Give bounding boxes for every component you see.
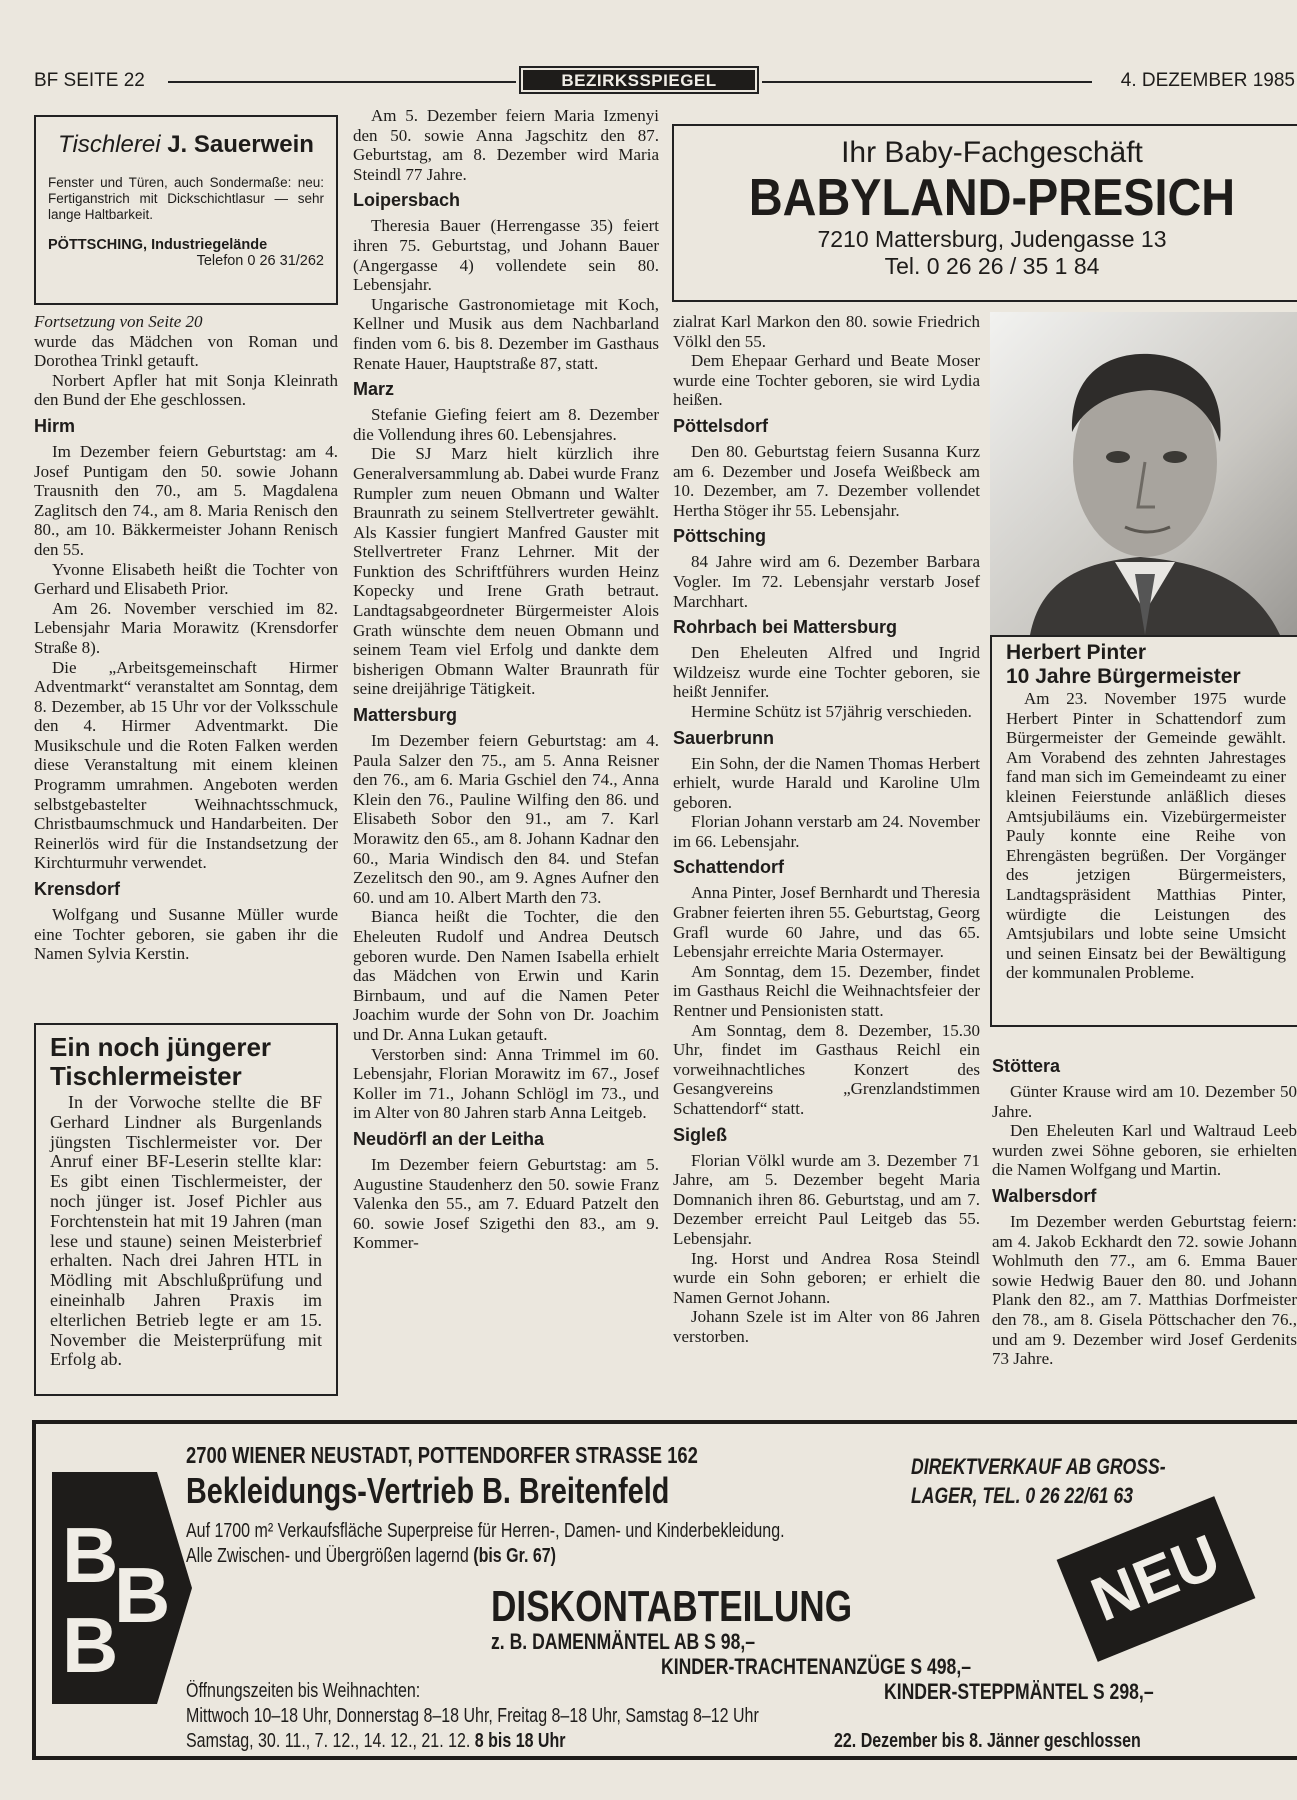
section-heading: Pöttelsdorf [673, 415, 769, 436]
paragraph: Yvonne Elisabeth heißt die Tochter von Gerhard und Elisabeth Prior. [34, 559, 338, 599]
ad-hours-title: Öffnungszeiten bis Weihnachten: [186, 1680, 421, 1702]
neu-badge: NEU [1057, 1496, 1256, 1662]
ad-hours-1: Mittwoch 10–18 Uhr, Donnerstag 8–18 Uhr, Freitag 8–18 Uhr, Samstag 8–12 Uhr [186, 1705, 759, 1727]
issue-date: 4. DEZEMBER 1985 [1120, 70, 1295, 91]
paragraph: Hermine Schütz ist 57jährig verschieden. [691, 701, 972, 721]
section-heading: Neudörfl an der Leitha [353, 1128, 545, 1149]
paragraph: Ungarische Gastronomietage mit Koch, Kellner und Musik aus dem Nachbarland finden vom 6. bis 8. Dezember im Gasthaus Renate Hauer, Hauptstraße 87, statt. [353, 294, 659, 373]
paragraph: wurde das Mädchen von Roman und Dorothea Trinkl getauft. [34, 331, 338, 371]
section-title-box [519, 66, 759, 94]
article-headline-1: Herbert Pinter [1006, 641, 1147, 664]
paragraph: Am 26. November verschied im 82. Lebensjahr Maria Morawitz (Krensdorfer Straße 8). [34, 598, 338, 657]
paragraph: Ing. Horst und Andrea Rosa Steindl wurde ein Sohn geboren; er erhielt die Namen Gernot Johann. [673, 1248, 980, 1307]
ad-phone: Telefon 0 26 31/262 [196, 253, 324, 269]
column-2 [353, 106, 659, 1253]
ad-title-bold: J. Sauerwein [167, 131, 314, 158]
ad-company-name: Bekleidungs-Vertrieb B. Breitenfeld [186, 1470, 670, 1511]
svg-text:B: B [114, 1551, 171, 1639]
section-heading: Stöttera [992, 1056, 1061, 1076]
section-heading: Sigleß [673, 1124, 728, 1145]
column-4 [992, 1050, 1297, 1369]
section-title: BEZIRKSSPIEGEL [523, 70, 755, 90]
paragraph: Florian Völkl wurde am 3. Dezember 71 Jahre, am 5. Dezember begeht Maria Domnanich ihren 86. Geburtstag, und am 7. Dezember erreicht Paul Leitgeb das 55. Lebensjahr. [673, 1150, 980, 1248]
paragraph: Wolfgang und Susanne Müller wurde eine Tochter geboren, sie gaben ihr die Namen Sylvia Kerstin. [34, 905, 338, 964]
continuation-note: Fortsetzung von Seite 20 [34, 312, 203, 331]
ad-brand-name: BABYLAND-PRESICH [748, 169, 1236, 227]
article-tischlermeister [34, 1023, 338, 1396]
ad-offer-1: z. B. DAMENMÄNTEL AB S 98,– [491, 1629, 756, 1654]
svg-text:B: B [62, 1601, 119, 1689]
column-3 [673, 312, 980, 1347]
ad-title-italic: Tischlerei [58, 131, 161, 158]
paragraph: Im Dezember werden Geburtstag feiern: am 4. Jakob Eckhardt den 72. sowie Johann Wohlmuth den 77., am 6. Emma Bauer sowie Hedwig Bauer den 80. und Johann Plank den 82., am 7. Matthias Dorfmeister den 78., am 8. Gisela Pöttschacher den 76., und am 9. Dezember wird Josef Gerdenits 73 Jahre. [992, 1211, 1297, 1369]
paragraph: Die SJ Marz hielt kürzlich ihre Generalversammlung ab. Dabei wurde Franz Rumpler zum neuen Obmann und Walter Braunrath zu seinem Stellvertreter gewählt. Als Kassier fungiert Manfred Gauster mit Stellvertreter Franz Lehrner. Mit der Funktion des Schriftführers wurden Heinz Kopecky und Irene Grath betraut. Landtagsabgeordneter Bürgermeister Alois Grath wünschte dem neuen Obmann und seinem Team viel Erfolg und dankte dem bisherigen Obmann Walter Braunrath für seine dreijährige Tätigkeit. [353, 444, 659, 699]
section-heading: Hirm [34, 415, 76, 436]
ad-offer-3: KINDER-STEPPMÄNTEL S 298,– [884, 1679, 1154, 1704]
paragraph: Den Eheleuten Alfred und Ingrid Wildzeisz wurde eine Tochter geboren, sie heißt Jennifer. [673, 643, 980, 702]
article-headline: Ein noch jüngerer Tischlermeister [50, 1032, 272, 1091]
section-heading: Mattersburg [353, 705, 458, 726]
paragraph: Ein Sohn, der die Namen Thomas Herbert erhielt, wurde Harald und Karoline Ulm geboren. [673, 753, 980, 812]
ad-line-1: Auf 1700 m² Verkaufsfläche Superpreise für Herren-, Damen- und Kinderbekleidung. [186, 1520, 785, 1542]
portrait-image [990, 312, 1297, 635]
section-heading: Krensdorf [34, 879, 121, 900]
paragraph: Im Dezember feiern Geburtstag: am 4. Josef Puntigam den 50. sowie Johann Trausnith den 70., am 5. Magdalena Zaglitsch den 74., am 8. Maria Renisch den 80., am 10. Bäkkermeister Johann Renisch den 55. [34, 441, 338, 559]
svg-text:B: B [62, 1511, 119, 1599]
ad-description: Fenster und Türen, auch Sondermaße: neu: Fertiganstrich mit Dickschichtlasur — sehr lange Haltbarkeit. [48, 175, 324, 222]
section-heading: Sauerbrunn [673, 727, 775, 748]
header-rule-left [168, 81, 516, 83]
ad-offer-2: KINDER-TRACHTENANZÜGE S 498,– [661, 1654, 971, 1679]
paragraph: Im Dezember feiern Geburtstag: am 4. Paula Salzer den 75., am 5. Anna Reisner den 76., am 6. Maria Gschiel den 74., Anna Klein den 76., Pauline Wilfing den 86. und Elisabeth Sobor den 91., am 7. Karl Morawitz den 65., am 8. Johann Kadnar den 60., Maria Windisch den 84. und Stefan Zezelitsch den 90., am 9. Agnes Aufner den 60. und am 10. Albert Marth den 73. [353, 731, 659, 907]
article-body: Am 23. November 1975 wurde Herbert Pinter in Schattendorf zum Bürgermeister der Gemeinde gewählt. Am Vorabend des zehnten Jahrestages fand man sich im Gemeindeamt zu einer kleinen Feierstunde anläßlich dieses Amtsjubiläums ein. Vizebürgermeister Pauly konnte eine Reihe von Ehrengästen begrüßen. Der Vorgänger des jetzigen Bürgermeisters, Landtagspräsident Matthias Pinter, würdigte die Leistungen des Amtsjubilars und lobte seine Umsicht und seinen Einsatz bei der Bewältigung der kommunalen Probleme. [1006, 689, 1286, 983]
paragraph: Verstorben sind: Anna Trimmel im 60. Lebensjahr, Florian Morawitz im 67., Josef Koller im 71., Johann Schlögl im 73., und im Alter von 80 Jahren starb Anna Leitgeb. [353, 1044, 659, 1123]
ad-phone: Tel. 0 26 26 / 35 1 84 [884, 253, 1100, 279]
paragraph: zialrat Karl Markon den 80. sowie Friedrich Völkl den 55. [673, 312, 980, 351]
ad-address: 7210 Mattersburg, Judengasse 13 [817, 226, 1167, 252]
ad-line-2-size: (bis Gr. 67) [473, 1545, 556, 1567]
paragraph: Florian Johann verstarb am 24. November im 66. Lebensjahr. [673, 812, 980, 851]
page-number: BF SEITE 22 [34, 70, 145, 91]
paragraph: Johann Szele ist im Alter von 86 Jahren verstorben. [673, 1307, 980, 1346]
ad-closed-notice: 22. Dezember bis 8. Jänner geschlossen [834, 1730, 1141, 1752]
section-heading: Rohrbach bei Mattersburg [673, 617, 898, 638]
paragraph: Am Sonntag, dem 15. Dezember, findet im Gasthaus Reichl die Weihnachtsfeier der Rentner und Pensionisten statt. [673, 961, 980, 1021]
ad-tischlerei-sauerwein [34, 115, 338, 305]
paragraph: Die „Arbeitsgemeinschaft Hirmer Adventmarkt“ veranstaltet am Sonntag, dem 8. Dezember, ab 15 Uhr vor der Volksschule den 4. Hirmer Adventmarkt. Die Musikschule und die Roten Falken werden diese Veranstaltung mit einem kleinen Programm umrahmen. Angeboten werden selbstgebastelter Weihnachtsschmuck, Christbaumschmuck und Handarbeiten. Der Reinerlös wird für die Instandsetzung der Kirchturmuhr verwendet. [34, 657, 338, 873]
paragraph: Theresia Bauer (Herrengasse 35) feiert ihren 75. Geburtstag, und Johann Bauer (Angergasse 4) vollendete sein 80. Lebensjahr. [353, 216, 659, 295]
ad-diskontabteilung: DISKONTABTEILUNG [491, 1582, 853, 1631]
paragraph: Den 80. Geburtstag feiern Susanna Kurz am 6. Dezember und Josefa Weißbeck am 10. Dezember, am 7. Dezember vollendet Hertha Stöger ihr 55. Lebensjahr. [673, 441, 980, 520]
ad-tagline: Ihr Baby-Fachgeschäft [841, 136, 1143, 169]
article-herbert-pinter [990, 635, 1297, 1027]
ad-hours-2-time: 8 bis 18 Uhr [474, 1730, 566, 1752]
ad-address: 2700 WIENER NEUSTADT, POTTENDORFER STRASSE 162 [186, 1442, 698, 1468]
ad-address: PÖTTSCHING, Industriegelände [48, 237, 268, 253]
paragraph: Günter Krause wird am 10. Dezember 50 Jahre. [992, 1082, 1297, 1121]
ad-direktverkauf-2: LAGER, TEL. 0 26 22/61 63 [911, 1483, 1134, 1508]
portrait-photo [990, 312, 1297, 635]
ad-babyland-presich [672, 124, 1297, 302]
section-heading: Schattendorf [673, 857, 785, 878]
paragraph: Anna Pinter, Josef Bernhardt und Theresia Grabner feierten ihren 55. Geburtstag, Georg Grafl wurde 60 Jahre, und das 65. Lebensjahr erreichte Maria Ostermayer. [673, 883, 980, 962]
header-rule-right [762, 81, 1092, 83]
bb-logo [52, 1472, 192, 1704]
column-1 [34, 312, 338, 964]
section-heading: Marz [353, 379, 395, 400]
ad-line-2: Alle Zwischen- und Übergrößen lagernd [186, 1545, 474, 1567]
ad-hours-2: Samstag, 30. 11., 7. 12., 14. 12., 21. 12. [186, 1730, 475, 1752]
ad-bekleidungs-vertrieb-breitenfeld [32, 1420, 1297, 1760]
article-body: In der Vorwoche stellte die BF Gerhard Lindner als Burgenlands jüngsten Tischlermeister vor. Der Anruf einer BF-Leserin stellte klar: Es gibt einen Tischlermeister, der noch jünger ist. Josef Pichler aus Forchtenstein hat mit 19 Jahren (man lese und staune) seinen Meisterbrief erhalten. Nach drei Jahren HTL in Mödling mit Abschlußprüfung und eineinhalb Jahren Praxis im elterlichen Betrieb legte er am 15. November die Meisterprüfung mit Erfolg ab. [50, 1092, 322, 1370]
paragraph: Norbert Apfler hat mit Sonja Kleinrath den Bund der Ehe geschlossen. [34, 370, 338, 410]
paragraph: Stefanie Giefing feiert am 8. Dezember die Vollendung ihres 60. Lebensjahres. [353, 405, 659, 444]
ad-direktverkauf-1: DIREKTVERKAUF AB GROSS- [911, 1454, 1166, 1479]
section-heading: Pöttsching [673, 526, 766, 547]
paragraph: Den Eheleuten Karl und Waltraud Leeb wurden zwei Söhne geboren, sie erhielten die Namen Wolfgang und Martin. [992, 1121, 1297, 1180]
article-headline-2: 10 Jahre Bürgermeister [1006, 665, 1241, 688]
paragraph: Am Sonntag, dem 8. Dezember, 15.30 Uhr, findet im Gasthaus Reichl ein vorweihnachtliches Konzert des Gesangvereins „Grenzlandstimmen Schattendorf“ statt. [673, 1020, 980, 1118]
section-heading: Loipersbach [353, 190, 461, 211]
paragraph: Dem Ehepaar Gerhard und Beate Moser wurde eine Tochter geboren, sie wird Lydia heißen. [673, 351, 980, 410]
section-heading: Walbersdorf [992, 1185, 1097, 1206]
paragraph: 84 Jahre wird am 6. Dezember Barbara Vogler. Im 72. Lebensjahr verstarb Josef Marchhart. [673, 552, 980, 611]
paragraph: Bianca heißt die Tochter, die den Eheleuten Rudolf und Andrea Deutsch geboren wurde. Den Namen Isabella erhielt das Mädchen von Erwin und Karin Birnbaum, und auf die Namen Peter Joachim wurde der Sohn von Dr. Joachim und Dr. Anna Lukan getauft. [353, 907, 659, 1044]
paragraph: Im Dezember feiern Geburtstag: am 5. Augustine Staudenherz den 50. sowie Franz Valenka den 55., am 7. Eduard Patzelt den 60. sowie Josef Szigethi den 83., am 9. Kommer- [353, 1154, 659, 1253]
paragraph: Am 5. Dezember feiern Maria Izmenyi den 50. sowie Anna Jagschitz den 87. Geburtstag, am 8. Dezember wird Maria Steindl 77 Jahre. [353, 106, 659, 184]
